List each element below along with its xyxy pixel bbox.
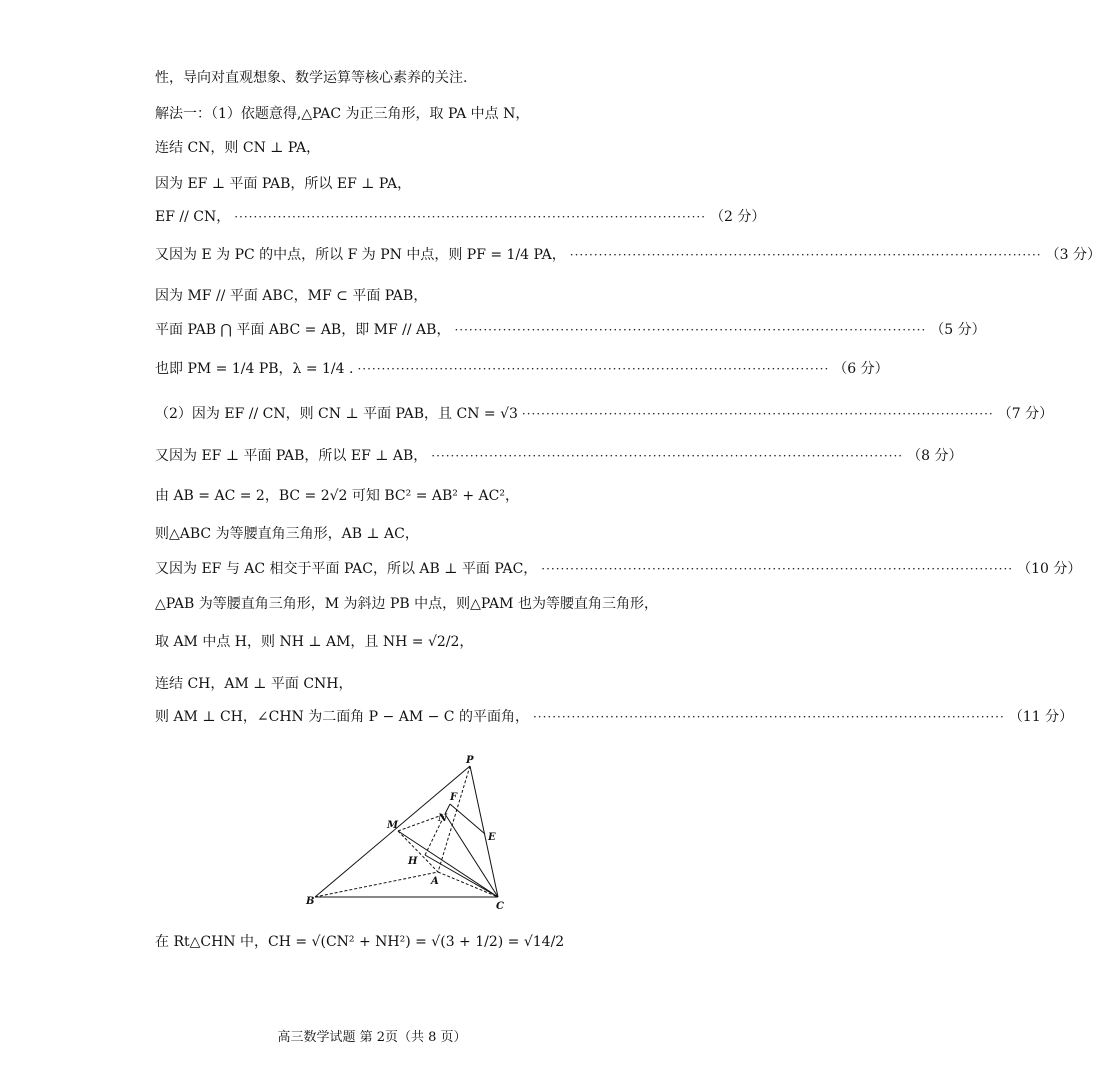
label-h: H [408, 856, 418, 867]
leader-dots: ·································································································· [357, 362, 830, 376]
text-line-19: 在 Rt△CHN 中，CH = √(CN² + NH²) = √(3 + 1/2) = √14/2 [155, 934, 565, 950]
score-mark: （2 分） [710, 209, 766, 225]
text-line-16: 取 AM 中点 H，则 NH ⊥ AM，且 NH = √2/2， [155, 634, 474, 650]
geometry-figure [300, 752, 520, 912]
label-b: B [306, 896, 315, 907]
leader-dots: ·································································································· [541, 562, 1014, 576]
text-line-8: 平面 PAB ⋂ 平面 ABC = AB，即 MF // AB， ·································································································· （5 分） [155, 322, 986, 338]
score-mark: （10 分） [1017, 561, 1082, 577]
edge-ba [315, 872, 438, 897]
text-line-14: 又因为 EF 与 AC 相交于平面 PAC，所以 AB ⊥ 平面 PAC， ·································································································· （10 分） [155, 561, 1082, 577]
text-line-18: 则 AM ⊥ CH，∠CHN 为二面角 P − AM − C 的平面角， ·································································································· （11 分） [155, 709, 1074, 725]
text-line-15: △PAB 为等腰直角三角形，M 为斜边 PB 中点，则△PAM 也为等腰直角三角形， [155, 596, 658, 612]
label-c: C [496, 901, 504, 912]
edge-pb [315, 766, 470, 897]
text-line-9: 也即 PM = 1/4 PB，λ = 1/4 . ·································································································· （6 分） [155, 361, 889, 377]
leader-dots: ·································································································· [532, 710, 1005, 724]
label-m: M [387, 820, 399, 831]
label-e: E [488, 832, 496, 843]
score-mark: （6 分） [833, 361, 889, 377]
edge-nc [445, 814, 498, 897]
score-mark: （5 分） [930, 322, 986, 338]
text-line-12: 由 AB = AC = 2，BC = 2√2 可知 BC² = AB² + AC²， [155, 488, 519, 504]
score-mark: （3 分） [1045, 247, 1101, 263]
text-line-11: 又因为 EF ⊥ 平面 PAB，所以 EF ⊥ AB， ·································································································· （8 分） [155, 448, 963, 464]
text-line-7: 因为 MF // 平面 ABC，MF ⊂ 平面 PAB， [155, 288, 428, 304]
leader-dots: ·································································································· [431, 449, 904, 463]
text-line-3: 连结 CN，则 CN ⊥ PA， [155, 140, 321, 156]
label-f: F [450, 792, 458, 803]
label-a: A [431, 876, 439, 887]
text-line-5: EF // CN， ·································································································· （2 分） [155, 209, 766, 225]
label-n: N [438, 813, 448, 824]
text-line-1: 性，导向对直观想象、数学运算等核心素养的关注. [155, 70, 468, 86]
label-p: P [466, 755, 474, 766]
text-line-13: 则△ABC 为等腰直角三角形，AB ⊥ AC， [155, 526, 419, 542]
score-mark: （11 分） [1008, 709, 1074, 725]
leader-dots: ·································································································· [454, 323, 927, 337]
text-line-17: 连结 CH，AM ⊥ 平面 CNH， [155, 676, 353, 692]
text-line-10: （2）因为 EF // CN，则 CN ⊥ 平面 PAB，且 CN = √3 ·································································································· （7 分） [155, 406, 1054, 422]
leader-dots: ·································································································· [234, 210, 707, 224]
text-line-4: 因为 EF ⊥ 平面 PAB，所以 EF ⊥ PA， [155, 176, 412, 192]
edge-ma [398, 831, 438, 872]
page-footer: 高三数学试题 第 2页（共 8 页） [277, 1030, 467, 1045]
leader-dots: ·································································································· [569, 248, 1042, 262]
text-line-6: 又因为 E 为 PC 的中点，所以 F 为 PN 中点，则 PF = 1/4 PA， ·································································································· （3 分） [155, 247, 1101, 263]
leader-dots: ·································································································· [521, 407, 994, 421]
edge-ac [438, 872, 498, 897]
text-line-2: 解法一：（1）依题意得,△PAC 为正三角形，取 PA 中点 N， [155, 106, 530, 122]
score-mark: （7 分） [997, 406, 1054, 422]
score-mark: （8 分） [907, 448, 963, 464]
